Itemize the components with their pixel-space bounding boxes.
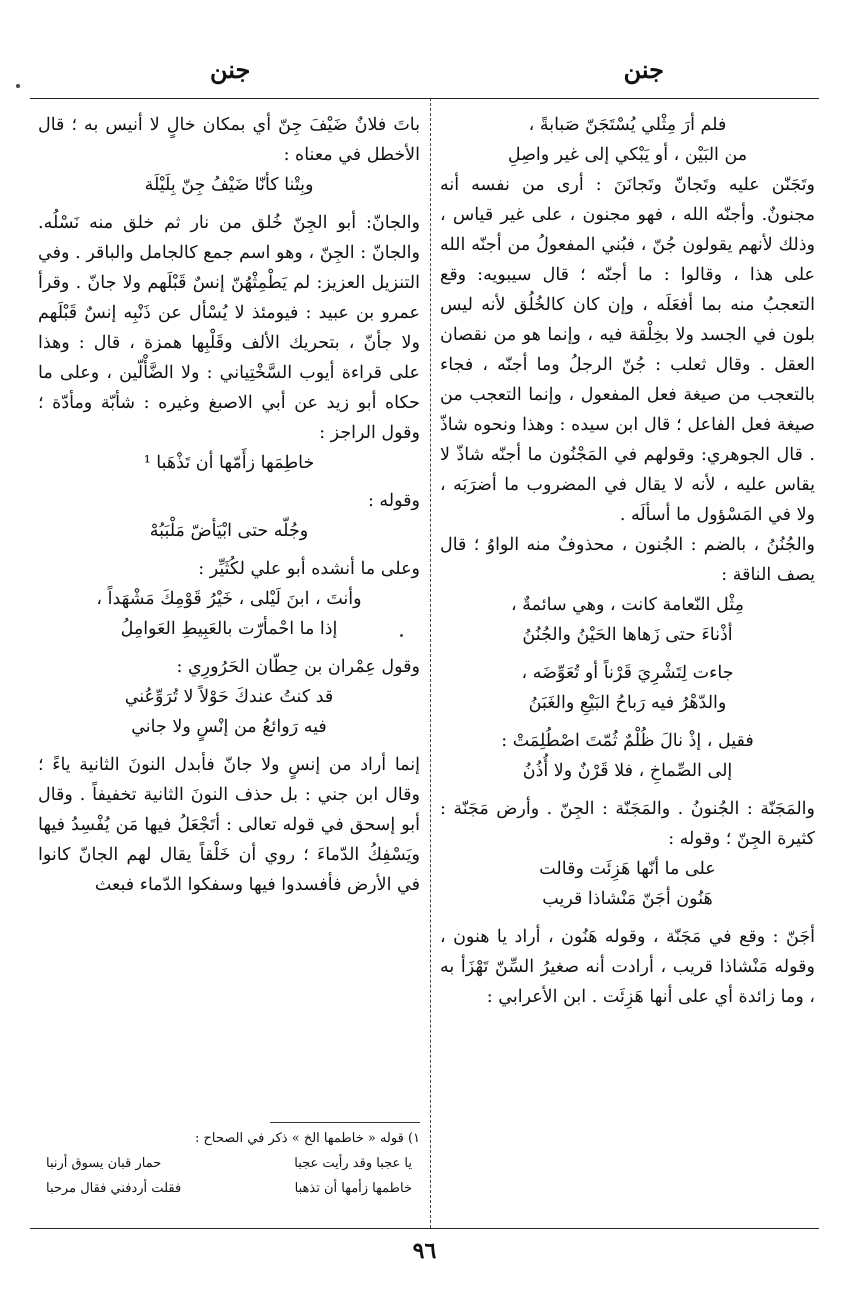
verse-line: قد كنتُ عندكَ حَوْلاً لا تُرَوِّعُني — [124, 687, 334, 707]
running-header-right: جنن — [623, 55, 664, 84]
entry-paragraph: إنما أراد من إنسٍ ولا جانّ فأبدل النونَ الثانية ياءً ؛ وقال ابن جني : بل حذف النونَ الثانية تخفيفاً . وقال أبو إسحق في قوله تعالى : أتَجْعَلُ فيها مَن يُفْسِدُ فيها ويَسْفِكُ الدّماءَ ؛ روي أن خَلْقاً يقال لهم الجانّ كانوا في الأرض فأفسدوا فيها وسفكوا الدّماء فبعث — [38, 755, 420, 895]
entry-paragraph: وقوله : — [367, 491, 420, 511]
verse-line: هَنُون أجَنّ مَنْشاذا قريب — [542, 889, 713, 909]
spacer — [38, 200, 420, 208]
verse-line: فيه رَوائعُ من إنْسٍ ولا جاني — [131, 717, 327, 737]
verse-line: والدّهْرُ فيه رَباحُ البَيْعِ والغَبَنُ — [528, 693, 727, 713]
spacer — [440, 650, 815, 658]
footnote — [38, 1126, 420, 1201]
footnote-hemistich: فقلت أردفني فقال مرحبا — [46, 1181, 182, 1196]
verse-line: وجُلّه حتى ابْيَأضّ مَلْبَبُهْ — [149, 521, 309, 541]
verse-line: من البَيْن ، أو يَبْكي إلى غير واصِلِ — [507, 145, 748, 165]
spacer — [440, 718, 815, 726]
entry-paragraph: أجَنّ : وقع في مَجَنّة ، وقوله هَنُون ، أراد يا هنون ، وقوله مَنْشاذا قريب ، أرادت أنه صغيرُ السِّنّ تَهْزَأ به ، وما زائدة أي على أنها هَزِئَت . ابن الأعرابي : — [440, 927, 815, 1007]
verse-line: إلى الصِّماخِ ، فلا قَرْنٌ ولا أُذُنُ — [522, 761, 733, 781]
verse-line: على ما أنّها هَزِئَت وقالت — [539, 859, 716, 879]
footnote-hemistich: خاطمها زأمها أن تذهبا — [294, 1181, 412, 1196]
verse-line: إذا ما احْمأرّت بالعَبِيطِ العَوامِلُ — [120, 619, 338, 639]
spacer — [38, 478, 420, 486]
spacer — [38, 742, 420, 750]
right-column — [440, 110, 815, 1012]
footnote-verse-row — [38, 1151, 420, 1176]
verse-line: مِثْل النّعامة كانت ، وهي سائمةٌ ، — [511, 595, 744, 615]
entry-paragraph: والجانّ: أبو الجِنّ خُلق من نار ثم خلق منه نَسْلُه. والجانّ : الجِنّ ، وهو اسم جمع كالجامل والباقر . وفي التنزيل العزيز: لم يَطْمِثْهُنّ إنسٌ قَبْلَهم ولا جانّ . وقرأ عمرو بن عبيد : فيومئذ لا يُسْأل عن ذَنْبِه إنسٌ قَبْلَهم ولا جأنّ ، بتحريك الألف وقَلْبِها همزة ، قال : وهذا على قراءة أيوب السَّخْتِياني : ولا الضَّأْلّين ، وعلى ما حكاه أبو زيد عن أبي الاصبغ وغيره : شأبّة ومأدّة ؛ وقول الراجز : — [38, 213, 420, 443]
footnote-separator — [270, 1122, 420, 1123]
entry-paragraph: باتَ فلانٌ ضَيْفَ جِنّ أي بمكان خالٍ لا أنيس به ؛ قال الأخطل في معناه : — [38, 115, 420, 165]
spacer — [38, 546, 420, 554]
verse-line: خاطِمَها زأَمّها أن تَذْهَبا ¹ — [143, 453, 315, 473]
entry-paragraph: وقول عِمْران بن حِطّان الحَرُورِي : — [176, 657, 420, 677]
verse-line: فقيل ، إذْ نالَ ظُلْمٌ ثُمّتَ اصْطُلِمَتْ : — [501, 731, 754, 751]
print-speck — [16, 84, 20, 88]
entry-paragraph: والجُنُنُ ، بالضم : الجُنون ، محذوفٌ منه الواوُ ؛ قال يصف الناقة : — [440, 535, 815, 585]
spacer — [38, 644, 420, 652]
footnote-hemistich: يا عجبا وقد رأيت عجبا — [294, 1156, 412, 1171]
verse-line: أذْناءَ حتى زَهاها الحَيْنُ والجُنُنُ — [522, 625, 733, 645]
verse-line: وأنتَ ، ابنَ لَيْلى ، خَيْرُ قَوْمِكَ مَشْهَداً ، — [96, 589, 362, 609]
column-separator — [430, 98, 431, 1228]
verse-line: وبِتْنا كأنّا ضَيْفُ جِنّ بِلَيْلَة — [144, 175, 314, 195]
footnote-title: ١) قوله « خاطمها الخ » ذكر في الصحاح : — [195, 1131, 420, 1146]
footnote-hemistich: حمار قبان يسوق أرنبا — [46, 1156, 162, 1171]
entry-paragraph: وعلى ما أنشده أبو علي لكُثَيِّر : — [198, 559, 420, 579]
footnote-verse-row — [38, 1176, 420, 1201]
top-rule — [30, 98, 819, 99]
verse-line: جاءت لِتَشْرِيَ قَرْناً أو تُعَوِّضَه ، — [521, 663, 734, 683]
bottom-rule — [30, 1228, 819, 1229]
left-column — [38, 110, 420, 900]
spacer — [440, 786, 815, 794]
page-number: ٩٦ — [412, 1238, 437, 1264]
verse-line: فلم أرَ مِثْلي يُسْتَجَنّ صَبابةً ، — [528, 115, 727, 135]
spacer — [440, 914, 815, 922]
entry-paragraph: وتَجَنّن عليه وتَجانّ وتَجانَنَ : أرى من نفسه أنه مجنونٌ. وأجنّه الله ، فهو مجنون ، على غير قياس ، وذلك لأنهم يقولون جُنّ ، فبُني المفعولُ من أجنّه الله على هذا ، وقالوا : ما أجنّه ؛ قال سيبويه: وقع التعجبُ منه بما أفعَلَه ، وإن كان كالخُلُق لأنه ليس بلون في الجسد ولا بخِلْقة فيه ، وإنما هو من نقصان العقل . وقال ثعلب : جُنّ الرجلُ وما أجنّه ، فجاء بالتعجب من صيغة فعل المفعول ، وإنما التعجب من صيغة فعل الفاعل ؛ قال ابن سيده : وهذا ونحوه شاذّ . قال الجوهري: وقولهم في المَجْنُون ما أجنّه شاذّ لا يقاس عليه ، لأنه لا يقال في المضروب ما أضرَبَه ، ولا في المَسْؤول ما أسألَه . — [440, 175, 815, 525]
running-header-left: جنن — [210, 55, 251, 84]
entry-paragraph: والمَجَنّة : الجُنونُ . والمَجَنّة : الجِنّ . وأرض مَجَنّة : كثيرة الجِنّ ؛ وقوله : — [440, 799, 815, 849]
